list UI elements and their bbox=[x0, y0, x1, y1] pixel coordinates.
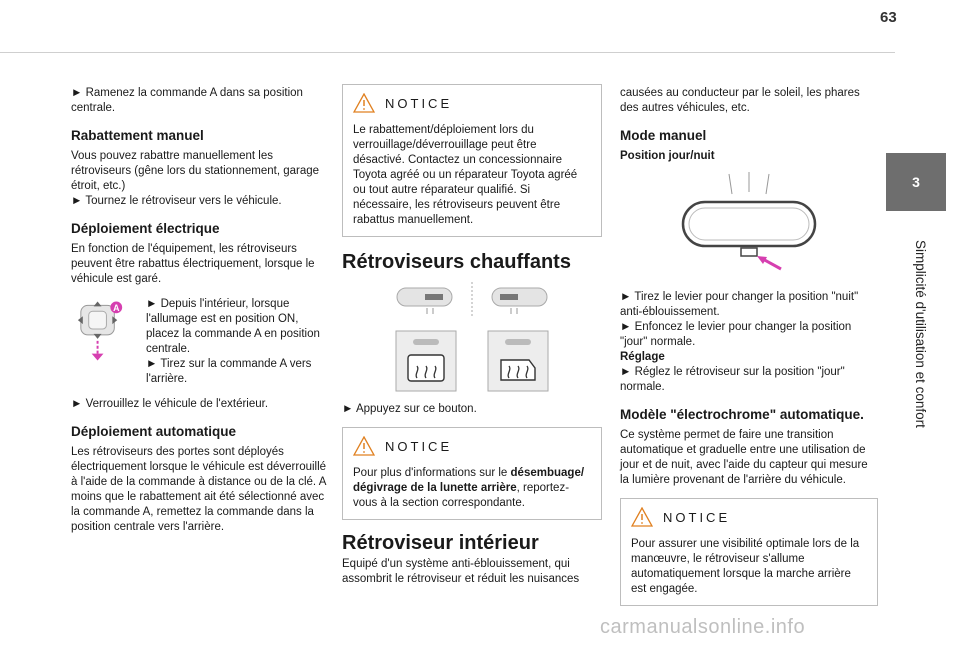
section-title: Rétroviseurs chauffants bbox=[342, 251, 571, 273]
paragraph: ► Tournez le rétroviseur vers le véhicule. bbox=[71, 195, 282, 207]
instruction-text: ► Depuis l'intérieur, lorsque l'allumage est en position ON, placez la commande A en position centrale. bbox=[146, 298, 320, 355]
control-letter: A bbox=[113, 302, 120, 313]
subheading: Position jour/nuit bbox=[620, 150, 715, 162]
notice-title: NOTICE bbox=[663, 509, 731, 525]
notice-title: NOTICE bbox=[385, 438, 453, 454]
heated-mirror-button-icon[interactable] bbox=[395, 330, 457, 392]
notice-text: Le rabattement/déploiement lors du verrouillage/déverrouillage peut être désactivé. Contactez un concessionnaire Toyota agréé ou un réparateur Toyota agréé ou tout autre réparateur qualifié. Si nécessaire, les rétroviseurs peuvent être rabattus manuellement. bbox=[353, 124, 578, 226]
instruction-text: ► Appuyez sur ce bouton. bbox=[342, 403, 477, 415]
fold-control-block bbox=[71, 297, 333, 397]
paragraph: ► Verrouillez le véhicule de l'extérieur. bbox=[71, 398, 269, 410]
warning-icon bbox=[353, 93, 375, 113]
warning-icon bbox=[631, 507, 653, 527]
section-heading: Mode manuel bbox=[620, 128, 707, 143]
section-heading: Déploiement automatique bbox=[71, 424, 237, 439]
mirror-control-switch-icon bbox=[71, 297, 132, 363]
notice-text: Pour plus d'informations sur le désembuage/ dégivrage de la lunette arrière, reportez-vous à la section correspondante. bbox=[353, 467, 585, 509]
heated-mirror-icons bbox=[387, 280, 557, 320]
paragraph: causées au conducteur par le soleil, les phares des autres véhicules, etc. bbox=[620, 87, 860, 114]
section-heading: Modèle "électrochrome" automatique. bbox=[620, 407, 864, 422]
instruction-text: ► Enfoncez le levier pour changer la position "jour" normale. bbox=[620, 321, 852, 348]
paragraph: Les rétroviseurs des portes sont déployés électriquement lorsque le véhicule est déverrouillé à l'aide de la commande à distance ou de la clé. A moins que le rabattement ait été sélectionné avec la commande A, remettez la commande dans la position centrale vers l'arrière. bbox=[71, 446, 327, 533]
paragraph: Vous pouvez rabattre manuellement les rétroviseurs (gêne lors du stationnement, garage étroit, etc.) bbox=[71, 150, 320, 192]
page-number: 63 bbox=[880, 9, 897, 26]
instruction-text: ► Réglez le rétroviseur sur la position "jour" normale. bbox=[620, 366, 845, 393]
watermark: carmanualsonline.info bbox=[600, 616, 806, 638]
notice-box bbox=[342, 427, 602, 520]
instruction-text: ► Tirez sur la commande A vers l'arrière. bbox=[146, 358, 312, 385]
warning-icon bbox=[353, 436, 375, 456]
chapter-tab[interactable]: 3 bbox=[886, 153, 946, 211]
paragraph: Equipé d'un système anti-éblouissement, qui assombrit le rétroviseur et réduit les nuisances bbox=[342, 558, 580, 585]
header-divider bbox=[0, 52, 895, 53]
intro-text: ► Ramenez la commande A dans sa position centrale. bbox=[71, 87, 303, 114]
paragraph: En fonction de l'équipement, les rétroviseurs peuvent être rabattus électriquement, lorsque le véhicule est garé. bbox=[71, 243, 315, 285]
notice-text: Pour assurer une visibilité optimale lors de la manœuvre, le rétroviseur s'allume automatiquement lorsque la marche arrière est engagée. bbox=[631, 538, 860, 595]
notice-title: NOTICE bbox=[385, 95, 453, 111]
notice-box bbox=[342, 84, 602, 237]
section-heading: Rabattement manuel bbox=[71, 128, 204, 143]
paragraph: Ce système permet de faire une transition automatique et graduelle entre une utilisation de jour et de nuit, avec l'aide du capteur qui mesure la lumière provenant de l'arrière du véhicule. bbox=[620, 429, 868, 486]
button-row bbox=[342, 330, 602, 392]
section-heading: Déploiement électrique bbox=[71, 221, 220, 236]
column-2 bbox=[342, 84, 602, 597]
subheading: Réglage bbox=[620, 351, 665, 363]
column-3 bbox=[620, 86, 878, 618]
notice-box bbox=[620, 498, 878, 606]
column-1 bbox=[71, 86, 333, 545]
instruction-text: ► Tirez le levier pour changer la position "nuit" anti-éblouissement. bbox=[620, 291, 859, 318]
rear-defrost-button-icon[interactable] bbox=[487, 330, 549, 392]
chapter-title: Simplicité d'utilisation et confort bbox=[913, 240, 928, 428]
section-title: Rétroviseur intérieur bbox=[342, 532, 539, 554]
rearview-mirror-icon bbox=[669, 172, 829, 280]
